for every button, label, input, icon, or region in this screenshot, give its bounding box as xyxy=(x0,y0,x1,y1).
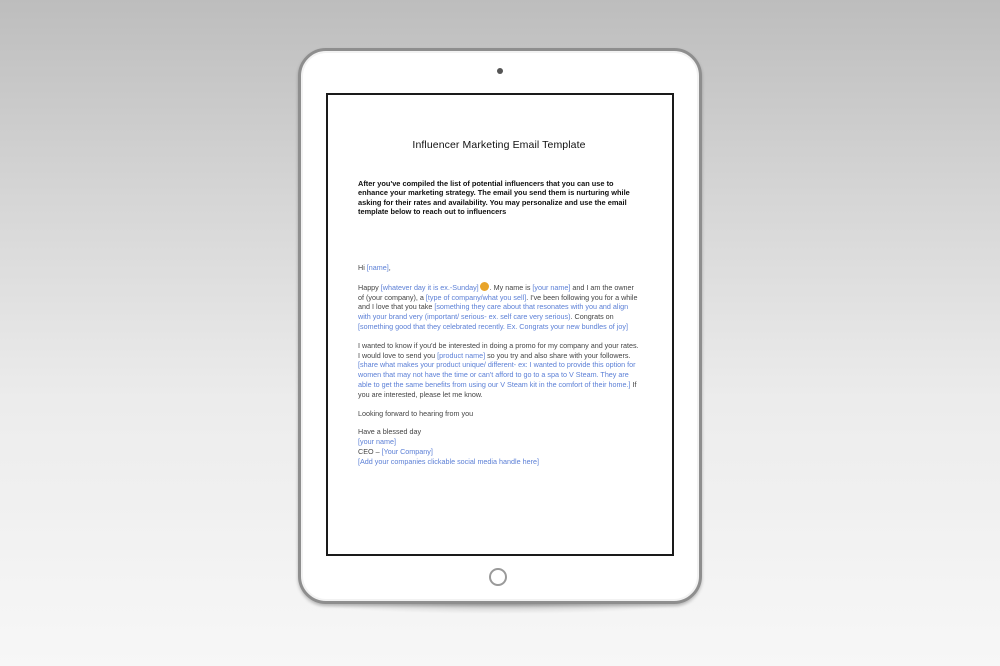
email-paragraph-2 xyxy=(358,341,640,400)
company-placeholder: [Your Company] xyxy=(381,446,433,456)
document-intro: After you've compiled the list of potential influencers that you can use to enhance your marketing strategy. The email you send them is nurturing while asking for their rates and availability. You may personalize and use the email template below to reach out to influencers xyxy=(358,179,630,217)
signature-company-line xyxy=(358,447,640,457)
tablet-device xyxy=(298,48,702,604)
product-unique-placeholder: [share what makes your product unique/ different- ex: I wanted to provide this option for women that may not have the time or can't afford to go to a spa to V Steam. They are able to get the same benefits from using our V Steam kit in the comfort of their home.] xyxy=(358,360,636,389)
signature-name-placeholder: [your name] xyxy=(358,437,396,447)
closing-line: Looking forward to hearing from you xyxy=(358,408,474,418)
p1-text-5: . Congrats on xyxy=(570,312,614,322)
greeting-line xyxy=(358,263,640,273)
camera-icon xyxy=(497,68,503,74)
p1-text-2: . My name is xyxy=(489,282,533,292)
day-placeholder: [whatever day it is ex.-Sunday] xyxy=(380,282,479,292)
product-name-placeholder: [product name] xyxy=(437,350,486,360)
p1-text-1: Happy xyxy=(358,282,381,292)
greeting-suffix: , xyxy=(388,263,391,272)
p2-text-1: I wanted to know if you'd be interested in doing a promo for my company and your rates. I would love to send you xyxy=(358,340,639,360)
celebration-placeholder: [something good that they celebrated recently. Ex. Congrats your new bundles of joy] xyxy=(358,321,628,331)
greeting-text: Hi xyxy=(358,263,367,272)
ceo-prefix: CEO – xyxy=(358,446,382,456)
tablet-screen xyxy=(326,93,674,556)
p1-text-4: . I've been following you for a while and I love that you take xyxy=(358,292,638,312)
your-name-placeholder: [your name] xyxy=(532,282,571,292)
signoff-line: Have a blessed day xyxy=(358,427,422,437)
email-paragraph-1 xyxy=(358,282,640,332)
smiley-emoji-icon xyxy=(480,282,489,291)
care-topic-placeholder: [something they care about that resonates with you and align with your brand very (important/ serious- ex. self care very serious) xyxy=(358,302,629,322)
name-placeholder: [name] xyxy=(366,263,389,272)
document-title: Influencer Marketing Email Template xyxy=(412,139,586,151)
company-type-placeholder: [type of company/what you sell] xyxy=(425,292,527,302)
p2-text-2: so you try and also share with your followers. xyxy=(485,350,631,360)
social-handle-placeholder: [Add your companies clickable social media handle here] xyxy=(358,456,539,466)
p2-text-3: If you are interested, please let me know. xyxy=(358,379,637,399)
signature-block xyxy=(358,427,640,466)
home-button[interactable] xyxy=(489,568,507,586)
email-body xyxy=(358,263,640,476)
p1-text-3: and I am the owner of (your company), a xyxy=(358,282,634,302)
